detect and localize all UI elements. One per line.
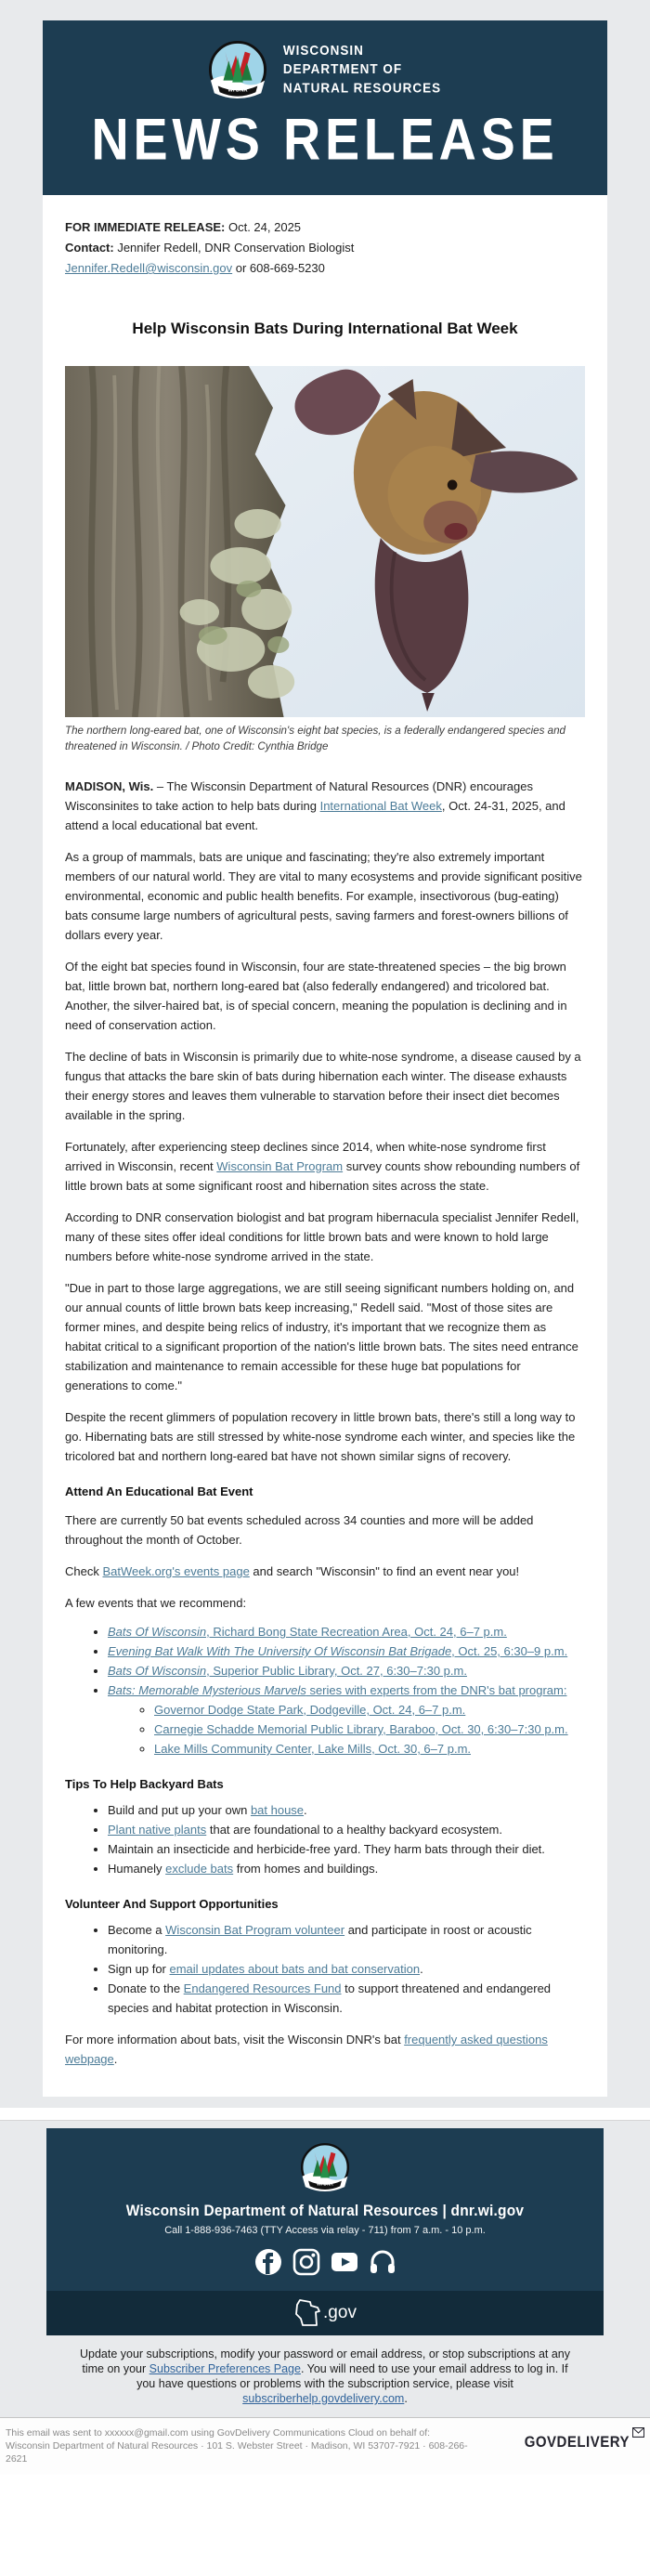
list-item — [154, 1739, 585, 1759]
link-bat-faq[interactable]: frequently asked questions webpage — [65, 2033, 548, 2066]
brand-row — [43, 41, 607, 98]
paragraph: Check BatWeek.org's events page and search "Wisconsin" to find an event near you! — [65, 1564, 520, 1578]
contact-email-line: Jennifer.Redell@wisconsin.gov or 608-669-5230 — [65, 261, 325, 275]
bat-photo — [65, 366, 585, 717]
paragraph: There are currently 50 bat events scheduled across 34 counties and more will be added throughout the month of October. — [65, 1513, 534, 1547]
list-item — [108, 1641, 585, 1661]
wisconsin-state-icon — [293, 2298, 321, 2328]
closing-paragraph: For more information about bats, visit the Wisconsin DNR's bat frequently asked questions webpage. — [65, 2033, 548, 2066]
link-event-evening-bat-walk[interactable]: Evening Bat Walk With The University Of Wisconsin Bat Brigade — [108, 1644, 452, 1658]
list-item — [108, 1622, 585, 1641]
link-endangered-resources-fund[interactable]: Endangered Resources Fund — [183, 1981, 342, 1995]
link-event-lake-mills[interactable]: Lake Mills Community Center, Lake Mills, Oct. 30, 6–7 p.m. — [154, 1742, 472, 1756]
envelope-icon — [632, 2427, 644, 2438]
contact-line: Contact: Jennifer Redell, DNR Conservation Biologist — [65, 241, 355, 255]
link-event-carnegie-schadde[interactable]: Carnegie Schadde Memorial Public Library, Baraboo, Oct. 30, 6:30–7:30 p.m. — [154, 1722, 568, 1736]
podcast-icon[interactable] — [369, 2248, 396, 2276]
svg-text:WI DNR: WI DNR — [317, 2182, 333, 2188]
list-item: • Humanely exclude bats from homes and buildings. — [108, 1859, 585, 1878]
list-item: • Plant native plants that are foundational to a healthy backyard ecosystem. — [108, 1820, 585, 1839]
paragraph: Of the eight bat species found in Wisconsin, four are state-threatened species – the big brown bat, little brown bat, northern long-eared bat (also federally endangered) and tricolored bat. Another, the silver-haired bat, is of special concern, meaning the population is declining and in need of conservation action. — [65, 960, 567, 1032]
link-event-evening-bat-walk[interactable]: , Oct. 25, 6:30–9 p.m. — [451, 1644, 568, 1658]
facebook-icon[interactable] — [254, 2248, 282, 2276]
link-bat-program-volunteer[interactable]: Wisconsin Bat Program volunteer — [165, 1923, 345, 1937]
wi-dnr-logo-icon — [209, 41, 266, 98]
social-links — [46, 2248, 604, 2276]
section-heading-tips: Tips To Help Backyard Bats — [65, 1777, 224, 1791]
email-body-card — [43, 20, 607, 2097]
volunteer-list — [65, 1920, 585, 2018]
list-item: • Become a Wisconsin Bat Program volunteer and participate in roost or acoustic monitoring. — [108, 1920, 585, 1959]
org-name: WISCONSIN DEPARTMENT OF NATURAL RESOURCES — [282, 43, 442, 95]
list-item — [154, 1700, 585, 1720]
link-batweek-events-page[interactable]: BatWeek.org's events page — [102, 1564, 250, 1578]
headline: Help Wisconsin Bats During International Bat Week — [132, 320, 518, 337]
instagram-icon[interactable] — [292, 2248, 320, 2276]
news-release-title: NEWS RELEASE — [91, 107, 559, 173]
masthead — [43, 20, 607, 195]
tips-list — [65, 1800, 585, 1878]
link-international-bat-week[interactable]: International Bat Week — [319, 799, 442, 813]
link-event-bats-of-wisconsin-bong[interactable]: Bats Of Wisconsin — [108, 1625, 207, 1639]
list-item: • Build and put up your own bat house. — [108, 1800, 585, 1820]
list-item: • Donate to the Endangered Resources Fund to support threatened and endangered species and habitat protection in Wisconsin. — [108, 1979, 585, 2018]
list-item: • Sign up for email updates about bats and bat conservation. — [108, 1959, 585, 1979]
paragraph: "Due in part to those large aggregations, we are still seeing significant numbers holding on, and our annual counts of little brown bats keep increasing," Redell said. "Most of those sites are former mines, and despite being relics of industry, it's important that we recognize them as habitat critical to a significant proportion of the nation's little brown bats. The sites need entrance stabilization and maintenance to remain accessible for these huge bat populations for generations to come." — [65, 1281, 578, 1393]
govdelivery-logo: GOVDELIVERY — [525, 2426, 644, 2452]
link-bat-house[interactable]: bat house — [250, 1803, 305, 1817]
footer — [46, 2128, 604, 2335]
footer-call-line: Call 1-888-936-7463 (TTY Access via relay - 711) from 7 a.m. - 10 p.m. — [164, 2225, 486, 2236]
photo-caption: The northern long-eared bat, one of Wisconsin's eight bat species, is a federally endangered species and threatened in Wisconsin. / Photo Credit: Cynthia Bridge — [65, 725, 566, 752]
govdelivery-bar — [0, 2417, 650, 2475]
section-heading-events: Attend An Educational Bat Event — [65, 1484, 254, 1498]
link-event-bats-memorable-marvels[interactable]: series with experts from the DNR's bat program: — [306, 1683, 567, 1697]
release-date-line: FOR IMMEDIATE RELEASE: Oct. 24, 2025 — [65, 220, 302, 234]
link-plant-native-plants[interactable]: Plant native plants — [108, 1823, 207, 1837]
list-item: • Maintain an insecticide and herbicide-free yard. They harm bats through their diet. — [108, 1839, 585, 1859]
wisconsin-gov-strip — [46, 2291, 604, 2335]
paragraph: MADISON, Wis. – The Wisconsin Department of Natural Resources (DNR) encourages Wisconsinites to take action to help bats during International Bat Week, Oct. 24-31, 2025, and attend a local educational bat event. — [65, 779, 566, 832]
paragraph: Fortunately, after experiencing steep declines since 2014, when white-nose syndrome first arrived in Wisconsin, recent Wisconsin Bat Program survey counts show rebounding numbers of little brown bats at some significant roost and hibernation sites across the state. — [65, 1140, 580, 1193]
wi-dnr-footer-logo-icon — [301, 2143, 349, 2191]
paragraph: A few events that we recommend: — [65, 1596, 247, 1610]
link-event-bats-of-wisconsin-superior[interactable]: , Superior Public Library, Oct. 27, 6:30–7:30 p.m. — [206, 1664, 467, 1678]
paragraph: As a group of mammals, bats are unique and fascinating; they're also extremely important members of our natural world. They are vital to many ecosystems and provide significant positive environmental, economic and public health benefits. For example, insectivorous (bug-eating) bats consume large numbers of agricultural pests, saving farmers and forest-owners billions of dollars every year. — [65, 850, 582, 942]
subscription-note: Update your subscriptions, modify your password or email address, or stop subscriptions at any time on your Subscriber Preferences Page. You will need to use your email address to log in. If you have questions or problems with the subscription service, please visit subscriberhelp.govdelivery.com. — [79, 2347, 571, 2405]
youtube-icon[interactable] — [331, 2248, 358, 2276]
article-content — [43, 195, 607, 2097]
link-event-governor-dodge[interactable]: Governor Dodge State Park, Dodgeville, Oct. 24, 6–7 p.m. — [154, 1703, 466, 1717]
link-event-bats-of-wisconsin-superior[interactable]: Bats Of Wisconsin — [108, 1664, 207, 1678]
gov-label: .gov — [323, 2303, 357, 2322]
link-exclude-bats[interactable]: exclude bats — [165, 1862, 234, 1876]
footer-org-line: Wisconsin Department of Natural Resources | dnr.wi.gov — [125, 2203, 525, 2220]
list-item — [108, 1661, 585, 1680]
events-list — [65, 1622, 585, 1759]
link-subscriber-preferences[interactable]: Subscriber Preferences Page — [149, 2362, 301, 2375]
section-heading-volunteer: Volunteer And Support Opportunities — [65, 1897, 279, 1911]
link-event-bats-of-wisconsin-bong[interactable]: , Richard Bong State Recreation Area, Oct. 24, 6–7 p.m. — [206, 1625, 507, 1639]
link-contact-email[interactable]: Jennifer.Redell@wisconsin.gov — [65, 261, 233, 275]
link-event-bats-memorable-marvels[interactable]: Bats: Memorable Mysterious Marvels — [108, 1683, 306, 1697]
svg-text:WI DNR: WI DNR — [228, 87, 248, 94]
sent-note: This email was sent to xxxxxx@gmail.com using GovDelivery Communications Cloud on behalf of: Wisconsin Department of Natural Resources · 101 S. Webster Street · Madison, WI 53707-7921 · 608-266-2621 — [6, 2427, 468, 2465]
photo-wrap — [65, 366, 585, 754]
list-item — [108, 1680, 585, 1759]
events-sublist — [108, 1700, 585, 1759]
divider-strip — [0, 2108, 650, 2121]
link-subscriber-help[interactable]: subscriberhelp.govdelivery.com — [242, 2392, 405, 2405]
link-bat-email-updates[interactable]: email updates about bats and bat conservation — [169, 1962, 421, 1976]
link-wisconsin-bat-program[interactable]: Wisconsin Bat Program — [216, 1159, 344, 1173]
list-item — [154, 1720, 585, 1739]
paragraph: Despite the recent glimmers of population recovery in little brown bats, there's still a long way to go. Hibernating bats are still stressed by white-nose syndrome each winter, and species like the tricolored bat and northern long-eared bat have not shown similar signs of recovery. — [65, 1410, 576, 1463]
paragraph: The decline of bats in Wisconsin is primarily due to white-nose syndrome, a disease caused by a fungus that attacks the bare skin of bats during hibernation each winter. The disease exhausts their energy stores and leaves them vulnerable to starvation before their insect diet becomes available in the spring. — [65, 1050, 581, 1122]
paragraph: According to DNR conservation biologist and bat program hibernacula specialist Jennifer Redell, many of these sites offer ideal conditions for little brown bats and were known to hold large numbers before white-nose syndrome arrived in the state. — [65, 1210, 579, 1263]
